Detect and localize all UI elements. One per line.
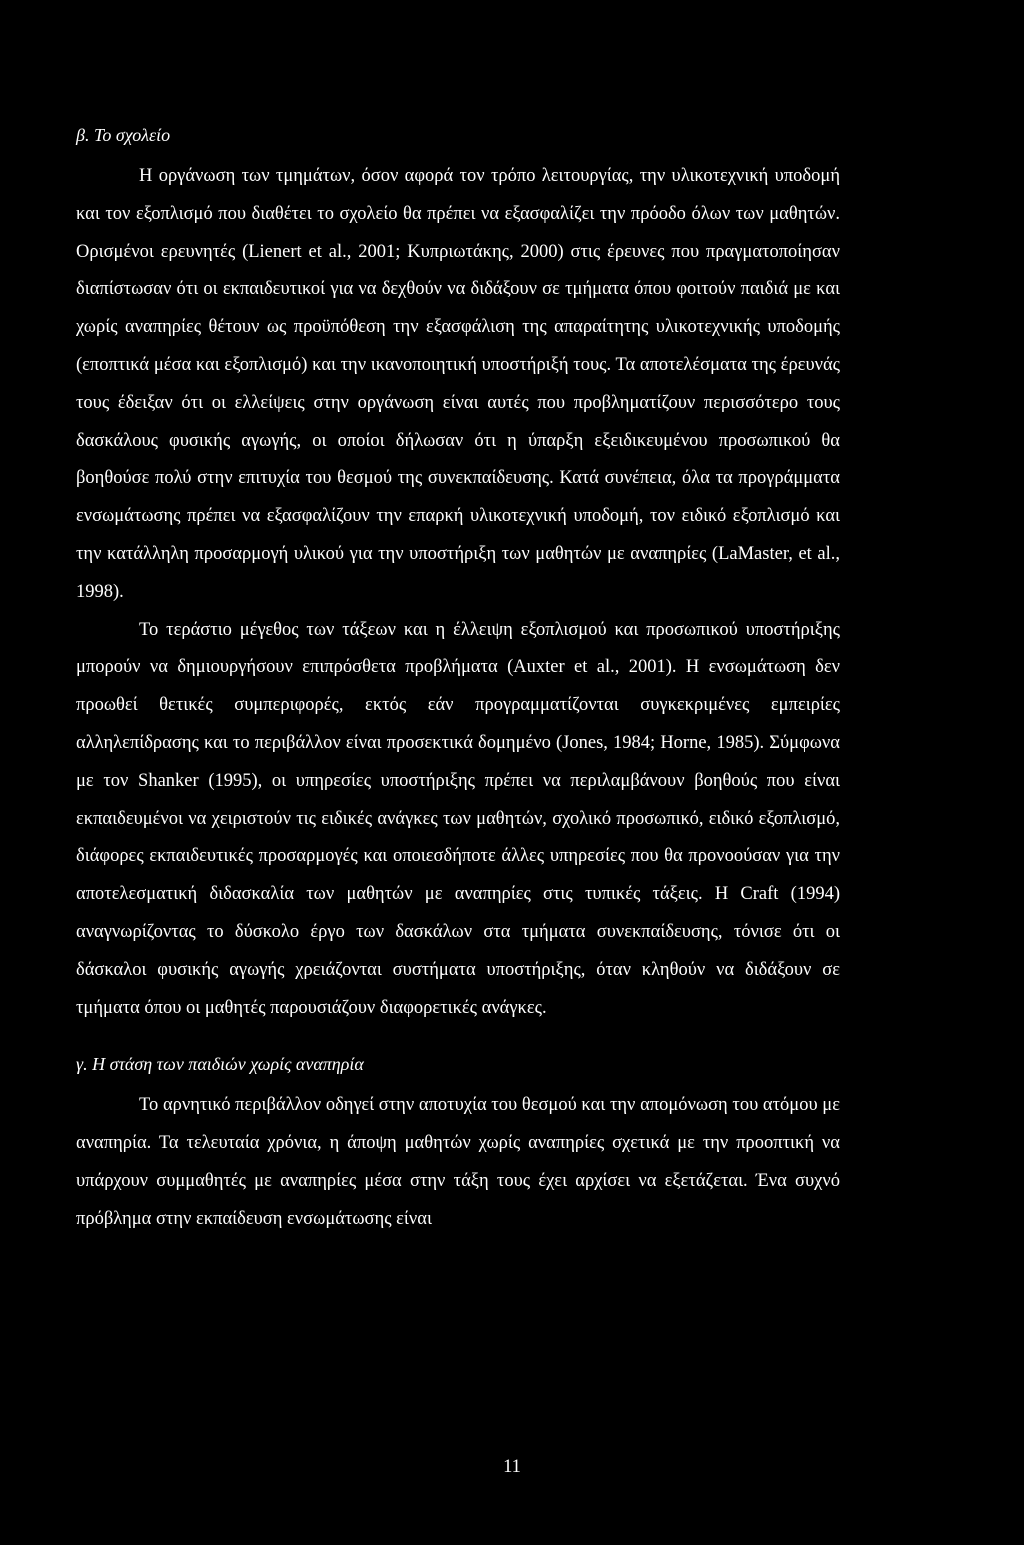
paragraph-school-2: Το τεράστιο μέγεθος των τάξεων και η έλλειψη εξοπλισμού και προσωπικού υποστήριξης μπορούν να δημιουργήσουν επιπρόσθετα προβλήματα (Auxter et al., 2001). Η ενσωμάτωση δεν προωθεί θετικές συμπεριφορές, εκτός εάν προγραμματίζονται συγκεκριμένες εμπειρίες αλληλεπίδρασης και το περιβάλλον είναι προσεκτικά δομημένο (Jones, 1984; Horne, 1985). Σύμφωνα με τον Shanker (1995), οι υπηρεσίες υποστήριξης πρέπει να περιλαμβάνουν βοηθούς που είναι εκπαιδευμένοι να χειριστούν τις ειδικές ανάγκες των μαθητών, σχολικό προσωπικό, ειδικό εξοπλισμό, διάφορες εκπαιδευτικές προσαρμογές και οποιεσδήποτε άλλες υπηρεσίες που θα προνοούσαν για την αποτελεσματική διδασκαλία των μαθητών με αναπηρίες στις τυπικές τάξεις. Η Craft (1994) αναγνωρίζοντας το δύσκολο έργο των δασκάλων στα τμήματα συνεκπαίδευσης, τόνισε ότι οι δάσκαλοι φυσικής αγωγής χρειάζονται συστήματα υποστήριξης, όταν κληθούν να διδάξουν σε τμήματα όπου οι μαθητές παρουσιάζουν διαφορετικές ανάγκες. bbox=[76, 619, 840, 1018]
section-heading-attitude: γ. Η στάση των παιδιών χωρίς αναπηρία bbox=[76, 1054, 364, 1075]
paragraph-attitude-1: Το αρνητικό περιβάλλον οδηγεί στην αποτυχία του θεσμού και την απομόνωση του ατόμου με αναπηρία. Τα τελευταία χρόνια, η άποψη μαθητών χωρίς αναπηρίες σχετικά με την προοπτική να υπάρχουν συμμαθητές με αναπηρίες μέσα στην τάξη τους έχει αρχίσει να εξετάζεται. Ένα συχνό πρόβλημα στην εκπαίδευση ενσωμάτωσης είναι bbox=[76, 1095, 840, 1229]
section-heading-school: β. Το σχολείο bbox=[76, 125, 171, 145]
paragraph-school-1: Η οργάνωση των τμημάτων, όσον αφορά τον τρόπο λειτουργίας, την υλικοτεχνική υποδομή και τον εξοπλισμό που διαθέτει το σχολείο θα πρέπει να εξασφαλίζει την πρόοδο όλων των μαθητών. Ορισμένοι ερευνητές (Lienert et al., 2001; Κυπριωτάκης, 2000) στις έρευνες που πραγματοποίησαν διαπίστωσαν ότι οι εκπαιδευτικοί για να δεχθούν να διδάξουν σε τμήματα όπου φοιτούν παιδιά με και χωρίς αναπηρίες θέτουν ως προϋπόθεση την εξασφάλιση της απαραίτητης υλικοτεχνικής υποδομής (εποπτικά μέσα και εξοπλισμό) και την ικανοποιητική υποστήριξή τους. Τα αποτελέσματα της έρευνάς τους έδειξαν ότι οι ελλείψεις στην οργάνωση είναι αυτές που προβληματίζουν περισσότερο τους δασκάλους φυσικής αγωγής, οι οποίοι δήλωσαν ότι η ύπαρξη εξειδικευμένου προσωπικού θα βοηθούσε πολύ στην επιτυχία του θεσμού της συνεκπαίδευσης. Κατά συνέπεια, όλα τα προγράμματα ενσωμάτωσης πρέπει να εξασφαλίζουν την επαρκή υλικοτεχνική υποδομή, τον ειδικό εξοπλισμό και την κατάλληλη προσαρμογή υλικού για την υποστήριξη των μαθητών με αναπηρίες (LaMaster, et al., 1998). bbox=[76, 166, 840, 602]
document-page bbox=[76, 112, 840, 1239]
page-number: 11 bbox=[503, 1457, 521, 1477]
